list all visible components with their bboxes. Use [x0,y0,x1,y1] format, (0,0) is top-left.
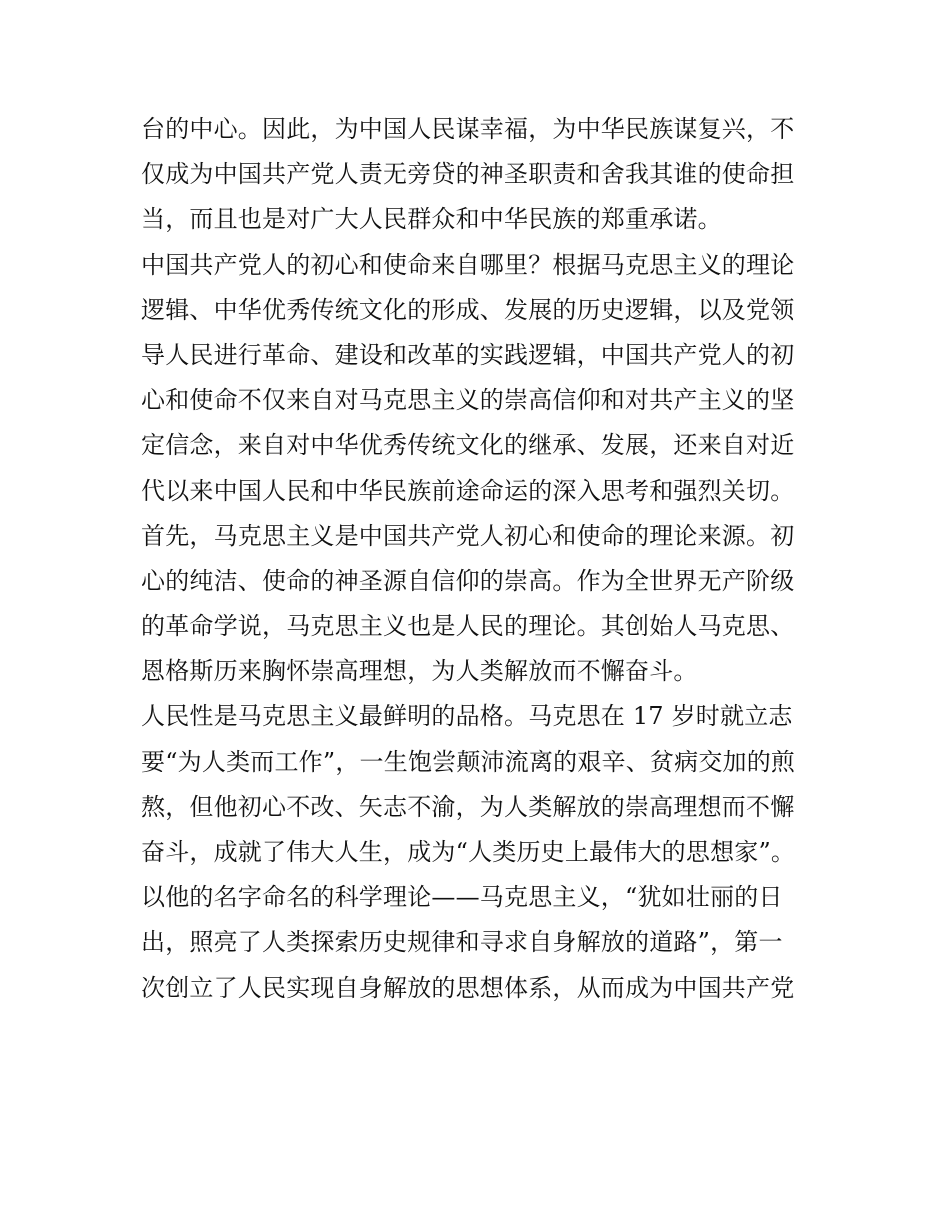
body-text [141,107,821,1011]
text-line: 次创立了人民实现自身解放的思想体系，从而成为中国共产党 [141,973,795,1002]
text-line: 代以来中国人民和中华民族前途命运的深入思考和强烈关切。 [141,476,795,505]
text-line: 逻辑、中华优秀传统文化的形成、发展的历史逻辑，以及党领 [141,295,795,324]
text-line: 导人民进行革命、建设和改革的实践逻辑，中国共产党人的初 [141,340,795,369]
text-line: 心和使命不仅来自对马克思主义的崇高信仰和对共产主义的坚 [141,386,795,415]
text-line: 台的中心。因此，为中国人民谋幸福，为中华民族谋复兴，不 [141,115,795,143]
text-line: 以他的名字命名的科学理论——马克思主义，“犹如壮丽的日 [141,883,783,912]
text-line: 首先，马克思主义是中国共产党人初心和使命的理论来源。初 [141,521,795,550]
text-line: 仅成为中国共产党人责无旁贷的神圣职责和舍我其谁的使命担 [141,160,795,189]
text-line: 要“为人类而工作”，一生饱尝颠沛流离的艰辛、贫病交加的煎 [141,747,796,776]
text-line: 熬，但他初心不改、矢志不渝，为人类解放的崇高理想而不懈 [141,792,795,821]
text-line: 当，而且也是对广大人民群众和中华民族的郑重承诺。 [141,205,722,234]
text-line: 出，照亮了人类探索历史规律和寻求自身解放的道路”，第一 [141,928,783,957]
text-line: 人民性是马克思主义最鲜明的品格。马克思在 17 岁时就立志 [141,702,793,731]
text-line: 心的纯洁、使命的神圣源自信仰的崇高。作为全世界无产阶级 [141,566,795,595]
text-line: 的革命学说，马克思主义也是人民的理论。其创始人马克思、 [141,612,795,641]
text-line: 中国共产党人的初心和使命来自哪里？根据马克思主义的理论 [141,250,795,279]
text-line: 奋斗，成就了伟大人生，成为“人类历史上最伟大的思想家”。 [141,838,796,866]
text-line: 定信念，来自对中华优秀传统文化的继承、发展，还来自对近 [141,431,795,460]
text-line: 恩格斯历来胸怀崇高理想，为人类解放而不懈奋斗。 [141,657,698,686]
